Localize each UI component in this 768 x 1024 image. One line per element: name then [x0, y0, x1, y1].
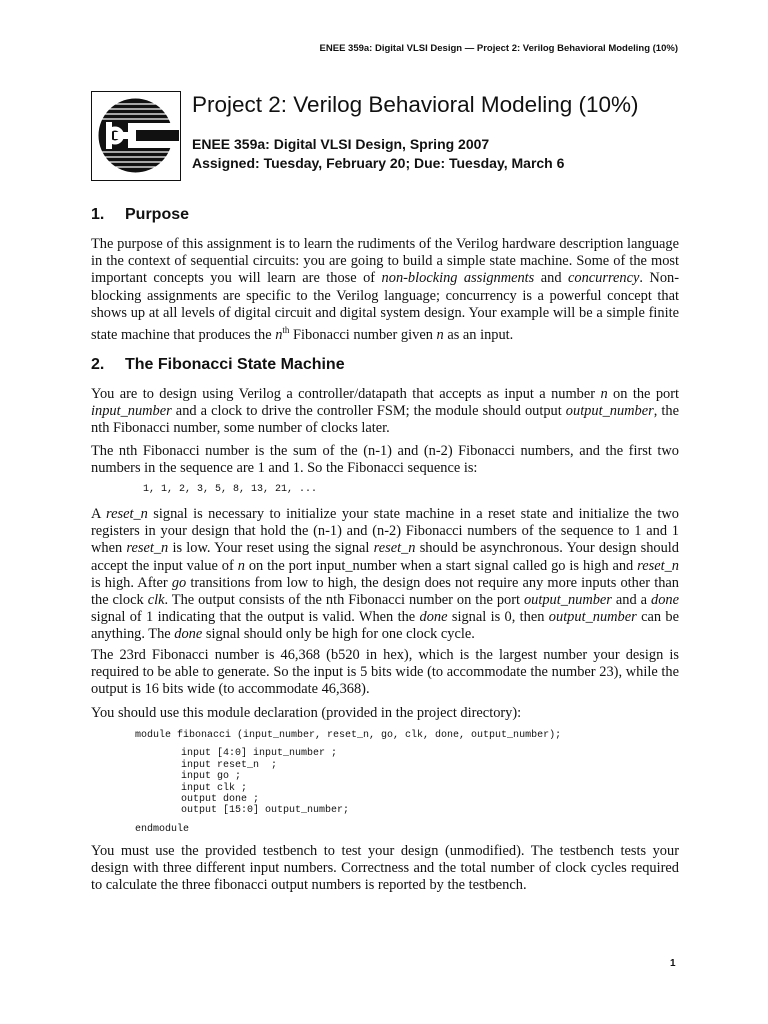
running-header: ENEE 359a: Digital VLSI Design — Project 2: Verilog Behavioral Modeling (10%) [319, 43, 678, 54]
code-line: module fibonacci (input_number, reset_n, go, clk, done, output_number); [135, 730, 562, 741]
code-line: input [4:0] input_number ; [181, 748, 338, 760]
code-line: endmodule [135, 823, 190, 835]
fsm-paragraph-6: You must use the provided testbench to test your design (unmodified). The testbench tests your design with three different input numbers. Correctness and the total number of clock cycles required to calculate the three fibonacci output numbers is reported by the testbench. [91, 843, 679, 894]
section-title: Purpose [125, 206, 190, 223]
assignment-dates: Assigned: Tuesday, February 20; Due: Tuesday, March 6 [192, 155, 565, 171]
fsm-paragraph-3: A reset_n signal is necessary to initialize your state machine in a reset state and initialize the two registers in your design that hold the (n-1) and (n-2) Fibonacci numbers of the sequence to 1 and 1 when reset_n is low. Your reset using the signal reset_n should be asynchronous. Your design should accept the input value of n on the port input_number when a start signal called go is high and reset_n is high. After go transitions from low to high, the design does not require any more inputs other than the clock clk. The output consists of the nth Fibonacci number on the port output_number and a done signal of 1 indicating that the output is valid. When the done signal is 0, then output_number can be anything. The done signal should only be high for one clock cycle. [91, 506, 679, 643]
section-number: 2. [91, 356, 105, 373]
section-title: The Fibonacci State Machine [125, 356, 345, 373]
section-heading-fibonacci [91, 356, 345, 374]
university-logo [91, 91, 181, 181]
section-number: 1. [91, 206, 105, 223]
page-title: Project 2: Verilog Behavioral Modeling (10%) [192, 92, 639, 117]
university-logo-icon [92, 92, 179, 179]
module-declaration-code [135, 730, 561, 835]
code-line: output done ; [181, 794, 260, 806]
fsm-paragraph-5: You should use this module declaration (provided in the project directory): [91, 705, 522, 721]
code-line: input go ; [181, 771, 242, 783]
code-line: input reset_n ; [181, 759, 278, 771]
page-number: 1 [670, 958, 676, 969]
code-line: input clk ; [181, 782, 248, 794]
course-line: ENEE 359a: Digital VLSI Design, Spring 2007 [192, 136, 490, 152]
fsm-paragraph-1: You are to design using Verilog a controller/datapath that accepts as input a number n on the port input_number and a clock to drive the controller FSM; the module should output output_number, the nth Fibonacci number, some number of clocks later. [91, 386, 680, 437]
fsm-paragraph-2: The nth Fibonacci number is the sum of the (n-1) and (n-2) Fibonacci numbers, and the first two numbers in the sequence are 1 and 1. So the Fibonacci sequence is: [91, 443, 679, 477]
code-line: output [15:0] output_number; [181, 805, 350, 817]
section-heading-purpose [91, 206, 189, 224]
fsm-paragraph-4: The 23rd Fibonacci number is 46,368 (b520 in hex), which is the largest number your design is required to be able to generate. So the input is 5 bits wide (to accommodate the number 23), while the output is 16 bits wide (to accommodate 46,368). [91, 647, 679, 698]
fibonacci-sequence: 1, 1, 2, 3, 5, 8, 13, 21, ... [143, 484, 318, 495]
purpose-paragraph: The purpose of this assignment is to learn the rudiments of the Verilog hardware description language in the context of sequential circuits: you are going to build a simple state machine. Some of the most important concepts you will learn are those of non-blocking assignments and concurrency. Non-blocking assignments are specific to the Verilog language; concurrency is a powerful concept that shows up at all levels of digital circuit and digital system design. Your example will be a simple finite state machine that produces the $n^{th}$ Fibonacci number given n as an input. [91, 236, 679, 343]
